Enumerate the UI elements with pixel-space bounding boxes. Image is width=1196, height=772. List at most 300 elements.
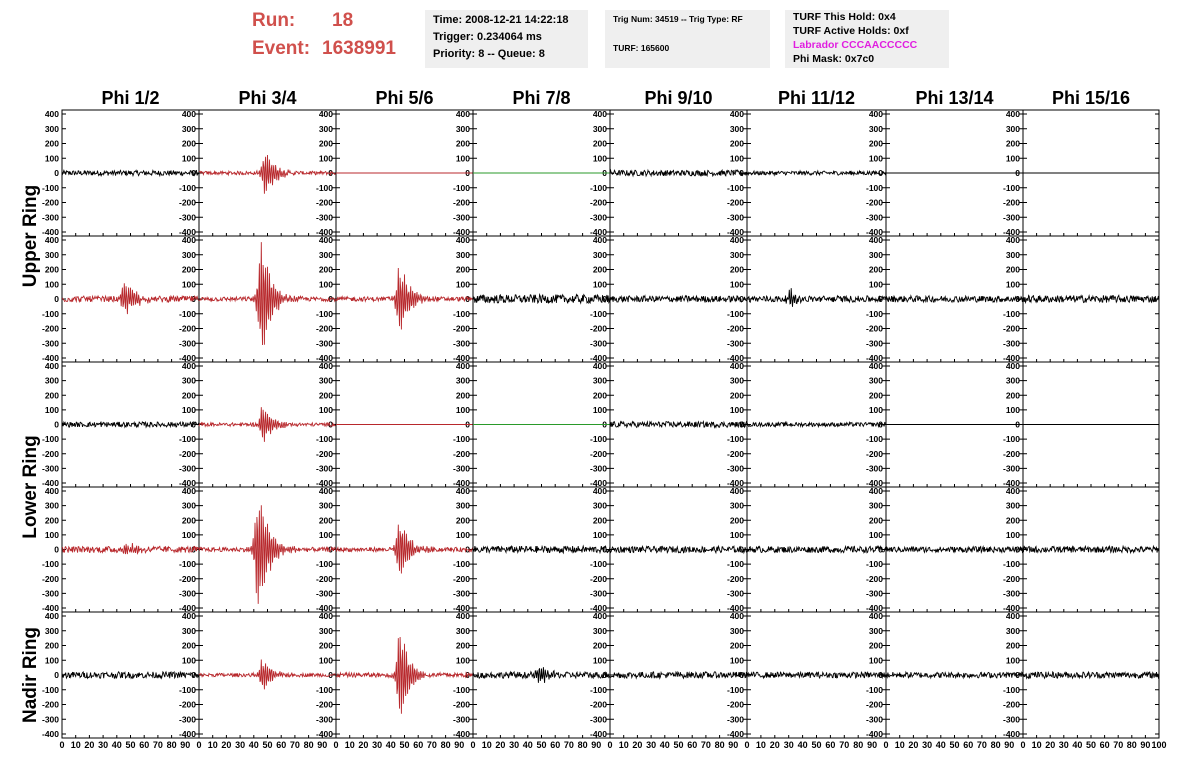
y-tick-label: 0 xyxy=(191,419,196,430)
y-tick-label: 100 xyxy=(592,529,607,540)
y-tick-label: 200 xyxy=(1005,515,1020,526)
y-tick-label: 200 xyxy=(729,640,744,651)
y-tick-label: -100 xyxy=(315,559,333,570)
y-tick-label: 200 xyxy=(729,138,744,149)
y-tick-label: -400 xyxy=(589,227,607,237)
y-tick-label: -100 xyxy=(178,182,196,193)
y-tick-label: 300 xyxy=(181,375,196,386)
y-tick-label: 100 xyxy=(1005,529,1020,540)
y-tick-label: 400 xyxy=(44,361,59,371)
y-tick-label: 100 xyxy=(44,655,59,666)
panel-r1-c6 xyxy=(747,109,886,237)
y-tick-label: -100 xyxy=(41,559,59,570)
y-tick-label: 300 xyxy=(1005,123,1020,134)
y-tick-label: 200 xyxy=(592,138,607,149)
y-tick-label: 200 xyxy=(868,390,883,401)
y-tick-label: 200 xyxy=(181,138,196,149)
x-tick-label: 70 xyxy=(976,740,987,750)
y-tick-label: -300 xyxy=(178,212,196,223)
y-tick-label: 300 xyxy=(592,375,607,386)
y-tick-label: 300 xyxy=(455,249,470,260)
y-tick-label: 400 xyxy=(729,361,744,371)
y-tick-label: -300 xyxy=(726,463,744,474)
x-tick-label: 50 xyxy=(949,740,960,750)
x-tick-label: 50 xyxy=(125,740,136,750)
y-tick-label: -300 xyxy=(315,338,333,349)
y-tick-label: -400 xyxy=(1002,353,1020,363)
y-tick-label: 0 xyxy=(878,168,883,178)
y-tick-label: 100 xyxy=(868,404,883,415)
turf-active-holds-text: TURF Active Holds: 0xf xyxy=(793,25,909,37)
y-tick-label: 200 xyxy=(455,640,470,651)
y-tick-label: 400 xyxy=(318,361,333,371)
y-tick-label: 100 xyxy=(318,153,333,164)
panel-r4-c5 xyxy=(610,486,747,613)
y-tick-label: -200 xyxy=(726,197,744,208)
y-tick-label: -100 xyxy=(589,559,607,570)
y-tick-label: -100 xyxy=(1002,308,1020,319)
y-tick-label: 200 xyxy=(455,264,470,275)
y-tick-label: 0 xyxy=(328,168,333,178)
y-tick-label: -300 xyxy=(589,338,607,349)
panel-r2-c5 xyxy=(610,235,747,363)
y-tick-label: 0 xyxy=(1015,419,1020,430)
y-tick-label: -200 xyxy=(865,323,883,334)
ring-label-2: Lower Ring xyxy=(20,435,41,539)
panel-r1-c7 xyxy=(886,109,1023,237)
panel-r5-c4 xyxy=(473,611,610,739)
y-tick-label: -200 xyxy=(315,699,333,710)
y-tick-label: -200 xyxy=(865,573,883,584)
y-tick-label: 400 xyxy=(318,109,333,119)
waveform-trace xyxy=(62,422,199,427)
y-tick-label: 200 xyxy=(592,640,607,651)
y-tick-label: 400 xyxy=(1005,235,1020,245)
y-tick-label: 100 xyxy=(455,153,470,164)
y-tick-label: 0 xyxy=(465,294,470,304)
y-tick-label: -100 xyxy=(452,559,470,570)
x-tick-label: 0 xyxy=(59,740,65,750)
y-tick-label: -100 xyxy=(589,308,607,319)
y-tick-label: -200 xyxy=(41,323,59,334)
x-tick-label: 90 xyxy=(180,740,191,750)
y-tick-label: 300 xyxy=(44,625,59,636)
x-tick-label: 60 xyxy=(963,740,974,750)
x-tick-label: 10 xyxy=(207,740,218,750)
y-tick-label: 200 xyxy=(44,390,59,401)
y-tick-label: -200 xyxy=(178,699,196,710)
y-tick-label: 400 xyxy=(592,611,607,621)
waveform-trace xyxy=(886,544,1023,555)
y-tick-label: 300 xyxy=(1005,375,1020,386)
y-tick-label: 300 xyxy=(592,500,607,511)
x-tick-label: 0 xyxy=(1020,740,1026,750)
y-tick-label: 400 xyxy=(1005,611,1020,621)
y-tick-label: -300 xyxy=(315,714,333,725)
y-tick-label: -100 xyxy=(726,182,744,193)
y-tick-label: 200 xyxy=(455,390,470,401)
y-tick-label: -400 xyxy=(315,353,333,363)
waveform-trace xyxy=(747,288,886,307)
ring-label-1: Upper Ring xyxy=(20,184,41,288)
y-tick-label: 200 xyxy=(318,264,333,275)
x-tick-label: 0 xyxy=(470,740,476,750)
panel-r2-c3 xyxy=(336,235,473,363)
y-tick-label: -100 xyxy=(315,434,333,445)
y-tick-label: -200 xyxy=(452,197,470,208)
x-tick-label: 20 xyxy=(769,740,780,750)
y-tick-label: -200 xyxy=(589,323,607,334)
y-tick-label: -400 xyxy=(726,729,744,739)
y-tick-label: 100 xyxy=(1005,153,1020,164)
y-tick-label: -200 xyxy=(315,448,333,459)
y-tick-label: 400 xyxy=(868,486,883,496)
y-tick-label: -100 xyxy=(315,308,333,319)
y-tick-label: -200 xyxy=(865,699,883,710)
x-tick-label: 80 xyxy=(303,740,314,750)
y-tick-label: 0 xyxy=(739,670,744,680)
y-tick-label: -100 xyxy=(726,434,744,445)
y-tick-label: 400 xyxy=(181,109,196,119)
y-tick-label: -100 xyxy=(452,182,470,193)
y-tick-label: -100 xyxy=(865,684,883,695)
y-tick-label: -200 xyxy=(178,197,196,208)
waveform-trace xyxy=(62,543,199,554)
panel-r3-c7 xyxy=(886,361,1023,488)
y-tick-label: 100 xyxy=(318,404,333,415)
y-tick-label: 400 xyxy=(44,235,59,245)
panel-r4-c1 xyxy=(42,486,199,613)
x-tick-label: 90 xyxy=(1140,740,1151,750)
y-tick-label: 300 xyxy=(318,500,333,511)
waveform-trace xyxy=(747,546,886,552)
waveform-trace xyxy=(473,295,610,304)
y-tick-label: 100 xyxy=(44,153,59,164)
y-tick-label: -100 xyxy=(1002,559,1020,570)
y-tick-label: 0 xyxy=(739,294,744,304)
x-tick-label: 0 xyxy=(883,740,889,750)
y-tick-label: 100 xyxy=(592,655,607,666)
y-tick-label: 0 xyxy=(328,419,333,430)
y-tick-label: -300 xyxy=(726,212,744,223)
x-tick-label: 0 xyxy=(333,740,339,750)
y-tick-label: 200 xyxy=(1005,138,1020,149)
y-tick-label: -300 xyxy=(726,338,744,349)
y-tick-label: -400 xyxy=(41,227,59,237)
y-tick-label: -100 xyxy=(452,434,470,445)
labrador-text: Labrador CCCAACCCCC xyxy=(793,39,918,51)
y-tick-label: -100 xyxy=(1002,434,1020,445)
y-tick-label: 400 xyxy=(318,611,333,621)
y-tick-label: 200 xyxy=(181,640,196,651)
y-tick-label: -400 xyxy=(865,729,883,739)
panel-r3-c8 xyxy=(1023,362,1159,487)
x-tick-label: 50 xyxy=(399,740,410,750)
y-tick-label: 100 xyxy=(318,279,333,290)
y-tick-label: 300 xyxy=(592,249,607,260)
y-tick-label: 100 xyxy=(868,279,883,290)
panel-r4-c3 xyxy=(336,486,473,613)
y-tick-label: -200 xyxy=(41,699,59,710)
panel-r1-c1 xyxy=(42,109,199,237)
x-tick-label: 30 xyxy=(372,740,383,750)
y-tick-label: 300 xyxy=(455,123,470,134)
y-tick-label: 100 xyxy=(455,279,470,290)
x-tick-label: 60 xyxy=(276,740,287,750)
y-tick-label: -300 xyxy=(41,714,59,725)
waveform-trace xyxy=(747,672,886,678)
y-tick-label: -200 xyxy=(726,448,744,459)
y-tick-label: -400 xyxy=(315,478,333,488)
y-tick-label: -200 xyxy=(315,573,333,584)
x-tick-label: 70 xyxy=(289,740,300,750)
y-tick-label: 300 xyxy=(455,375,470,386)
y-tick-label: 400 xyxy=(592,486,607,496)
column-title-6: Phi 11/12 xyxy=(777,88,856,108)
y-tick-label: 400 xyxy=(181,361,196,371)
x-tick-label: 70 xyxy=(700,740,711,750)
panel-r2-c2 xyxy=(199,235,336,363)
y-tick-label: 0 xyxy=(54,544,59,555)
trigger-text: Trigger: 0.234064 ms xyxy=(433,31,542,43)
y-tick-label: -400 xyxy=(452,478,470,488)
y-tick-label: 400 xyxy=(868,235,883,245)
y-tick-label: 200 xyxy=(729,515,744,526)
x-tick-label: 30 xyxy=(98,740,109,750)
x-tick-label: 40 xyxy=(111,740,122,750)
y-tick-label: -200 xyxy=(865,197,883,208)
y-tick-label: 100 xyxy=(181,655,196,666)
y-tick-label: -400 xyxy=(315,729,333,739)
y-tick-label: -100 xyxy=(315,684,333,695)
waveform-trace xyxy=(336,268,473,330)
y-tick-label: -300 xyxy=(452,588,470,599)
y-tick-label: 0 xyxy=(54,670,59,680)
panel-r4-c6 xyxy=(747,486,886,613)
y-tick-label: -400 xyxy=(178,353,196,363)
y-tick-label: 200 xyxy=(181,515,196,526)
y-tick-label: 400 xyxy=(44,109,59,119)
y-tick-label: 200 xyxy=(592,264,607,275)
y-tick-label: -400 xyxy=(452,603,470,613)
y-tick-label: 100 xyxy=(729,655,744,666)
y-tick-label: -400 xyxy=(1002,729,1020,739)
panel-r5-c2 xyxy=(199,611,336,739)
y-tick-label: -400 xyxy=(452,227,470,237)
y-tick-label: 0 xyxy=(1015,670,1020,680)
panel-r2-c6 xyxy=(747,235,886,363)
y-tick-label: 200 xyxy=(868,515,883,526)
y-tick-label: -400 xyxy=(865,478,883,488)
y-tick-label: 100 xyxy=(868,153,883,164)
y-tick-label: 400 xyxy=(44,611,59,621)
turf-this-hold-text: TURF This Hold: 0x4 xyxy=(793,11,896,23)
y-tick-label: 200 xyxy=(592,390,607,401)
waveform-trace xyxy=(610,672,747,678)
waveform-trace xyxy=(473,546,610,553)
x-tick-label: 20 xyxy=(632,740,643,750)
y-tick-label: 300 xyxy=(318,249,333,260)
y-tick-label: 200 xyxy=(729,390,744,401)
y-tick-label: 400 xyxy=(318,235,333,245)
y-tick-label: 0 xyxy=(328,670,333,680)
x-tick-label: 50 xyxy=(1085,740,1097,750)
y-tick-label: -400 xyxy=(726,603,744,613)
y-tick-label: 0 xyxy=(54,294,59,304)
panel-r5-c7 xyxy=(886,611,1023,739)
y-tick-label: 200 xyxy=(318,138,333,149)
y-tick-label: 200 xyxy=(868,640,883,651)
y-tick-label: 200 xyxy=(455,138,470,149)
x-tick-label: 20 xyxy=(84,740,95,750)
y-tick-label: 0 xyxy=(465,419,470,430)
y-tick-label: -300 xyxy=(315,463,333,474)
y-tick-label: 300 xyxy=(44,500,59,511)
y-tick-label: -200 xyxy=(1002,699,1020,710)
x-tick-label: 90 xyxy=(728,740,739,750)
y-tick-label: 0 xyxy=(739,419,744,430)
x-tick-label: 100 xyxy=(1151,740,1167,750)
y-tick-label: 400 xyxy=(729,611,744,621)
x-tick-label: 30 xyxy=(235,740,246,750)
y-tick-label: 400 xyxy=(455,109,470,119)
x-tick-label: 80 xyxy=(714,740,725,750)
y-tick-label: 0 xyxy=(1015,168,1020,178)
y-tick-label: 0 xyxy=(739,168,744,178)
waveform-trace xyxy=(747,423,886,427)
x-tick-label: 90 xyxy=(317,740,328,750)
y-tick-label: 0 xyxy=(328,544,333,555)
x-tick-label: 70 xyxy=(563,740,574,750)
time-text: Time: 2008-12-21 14:22:18 xyxy=(433,14,569,26)
x-tick-label: 0 xyxy=(196,740,202,750)
y-tick-label: 400 xyxy=(729,235,744,245)
panel-r2-c8 xyxy=(1023,236,1159,362)
priority-text: Priority: 8 -- Queue: 8 xyxy=(433,48,545,60)
y-tick-label: 300 xyxy=(318,375,333,386)
y-tick-label: -100 xyxy=(726,308,744,319)
y-tick-label: -400 xyxy=(1002,227,1020,237)
y-tick-label: 400 xyxy=(1005,486,1020,496)
y-tick-label: 0 xyxy=(602,544,607,555)
y-tick-label: 400 xyxy=(1005,361,1020,371)
panel-r5-c5 xyxy=(610,611,747,739)
y-tick-label: 200 xyxy=(44,515,59,526)
x-tick-label: 80 xyxy=(853,740,864,750)
column-title-8: Phi 15/16 xyxy=(1051,88,1131,108)
column-title-1: Phi 1/2 xyxy=(101,88,160,108)
y-tick-label: 300 xyxy=(181,123,196,134)
y-tick-label: -200 xyxy=(1002,197,1020,208)
y-tick-label: 200 xyxy=(729,264,744,275)
x-tick-label: 80 xyxy=(990,740,1001,750)
y-tick-label: 300 xyxy=(181,249,196,260)
x-tick-label: 30 xyxy=(922,740,933,750)
y-tick-label: -300 xyxy=(178,714,196,725)
waveform-trace xyxy=(473,667,610,683)
y-tick-label: -300 xyxy=(726,714,744,725)
x-tick-label: 40 xyxy=(522,740,533,750)
panel-r4-c4 xyxy=(473,486,610,613)
y-tick-label: 400 xyxy=(592,235,607,245)
y-tick-label: -400 xyxy=(41,353,59,363)
panel-r3-c2 xyxy=(199,361,336,488)
y-tick-label: -100 xyxy=(726,559,744,570)
y-tick-label: 300 xyxy=(318,625,333,636)
waveform-trace xyxy=(610,419,747,430)
x-tick-label: 30 xyxy=(646,740,657,750)
waveform-trace xyxy=(62,170,199,175)
x-tick-label: 80 xyxy=(577,740,588,750)
y-tick-label: -400 xyxy=(1002,603,1020,613)
y-tick-label: 400 xyxy=(868,109,883,119)
panel-r3-c1 xyxy=(42,361,199,488)
x-tick-label: 20 xyxy=(908,740,919,750)
y-tick-label: 300 xyxy=(44,375,59,386)
y-tick-label: -400 xyxy=(452,729,470,739)
y-tick-label: -300 xyxy=(41,212,59,223)
trig-num-text: Trig Num: 34519 -- Trig Type: RF xyxy=(613,14,743,24)
y-tick-label: 300 xyxy=(868,375,883,386)
y-tick-label: 100 xyxy=(181,153,196,164)
y-tick-label: 200 xyxy=(318,515,333,526)
y-tick-label: 100 xyxy=(455,529,470,540)
x-tick-label: 20 xyxy=(221,740,232,750)
panel-r1-c5 xyxy=(610,109,747,237)
x-tick-label: 10 xyxy=(618,740,629,750)
y-tick-label: -100 xyxy=(41,434,59,445)
panel-r4-c7 xyxy=(886,486,1023,613)
column-title-3: Phi 5/6 xyxy=(375,88,434,108)
y-tick-label: -100 xyxy=(865,559,883,570)
y-tick-label: 0 xyxy=(54,168,59,178)
y-tick-label: 0 xyxy=(465,544,470,555)
y-tick-label: 400 xyxy=(868,361,883,371)
y-tick-label: -300 xyxy=(315,588,333,599)
x-tick-label: 40 xyxy=(659,740,670,750)
y-tick-label: 200 xyxy=(1005,264,1020,275)
waveform-trace xyxy=(610,170,747,176)
x-tick-label: 60 xyxy=(825,740,836,750)
x-tick-label: 60 xyxy=(550,740,561,750)
y-tick-label: -100 xyxy=(726,684,744,695)
y-tick-label: -300 xyxy=(589,588,607,599)
y-tick-label: 200 xyxy=(1005,640,1020,651)
y-tick-label: -200 xyxy=(1002,448,1020,459)
y-tick-label: 0 xyxy=(1015,294,1020,304)
y-tick-label: -400 xyxy=(315,227,333,237)
y-tick-label: -200 xyxy=(41,448,59,459)
x-tick-label: 90 xyxy=(867,740,878,750)
run-value: 18 xyxy=(332,10,354,31)
y-tick-label: -100 xyxy=(1002,182,1020,193)
y-tick-label: 400 xyxy=(181,486,196,496)
y-tick-label: 100 xyxy=(729,279,744,290)
panel-r1-c2 xyxy=(199,109,336,237)
y-tick-label: -200 xyxy=(452,699,470,710)
y-tick-label: 100 xyxy=(181,529,196,540)
y-tick-label: -400 xyxy=(315,603,333,613)
y-tick-label: 200 xyxy=(44,138,59,149)
y-tick-label: 300 xyxy=(592,123,607,134)
y-tick-label: 300 xyxy=(729,123,744,134)
panel-r4-c2 xyxy=(199,486,336,613)
panel-r5-c3 xyxy=(336,611,473,739)
y-tick-label: -200 xyxy=(178,323,196,334)
y-tick-label: 300 xyxy=(729,625,744,636)
y-tick-label: -100 xyxy=(41,684,59,695)
y-tick-label: 0 xyxy=(465,670,470,680)
